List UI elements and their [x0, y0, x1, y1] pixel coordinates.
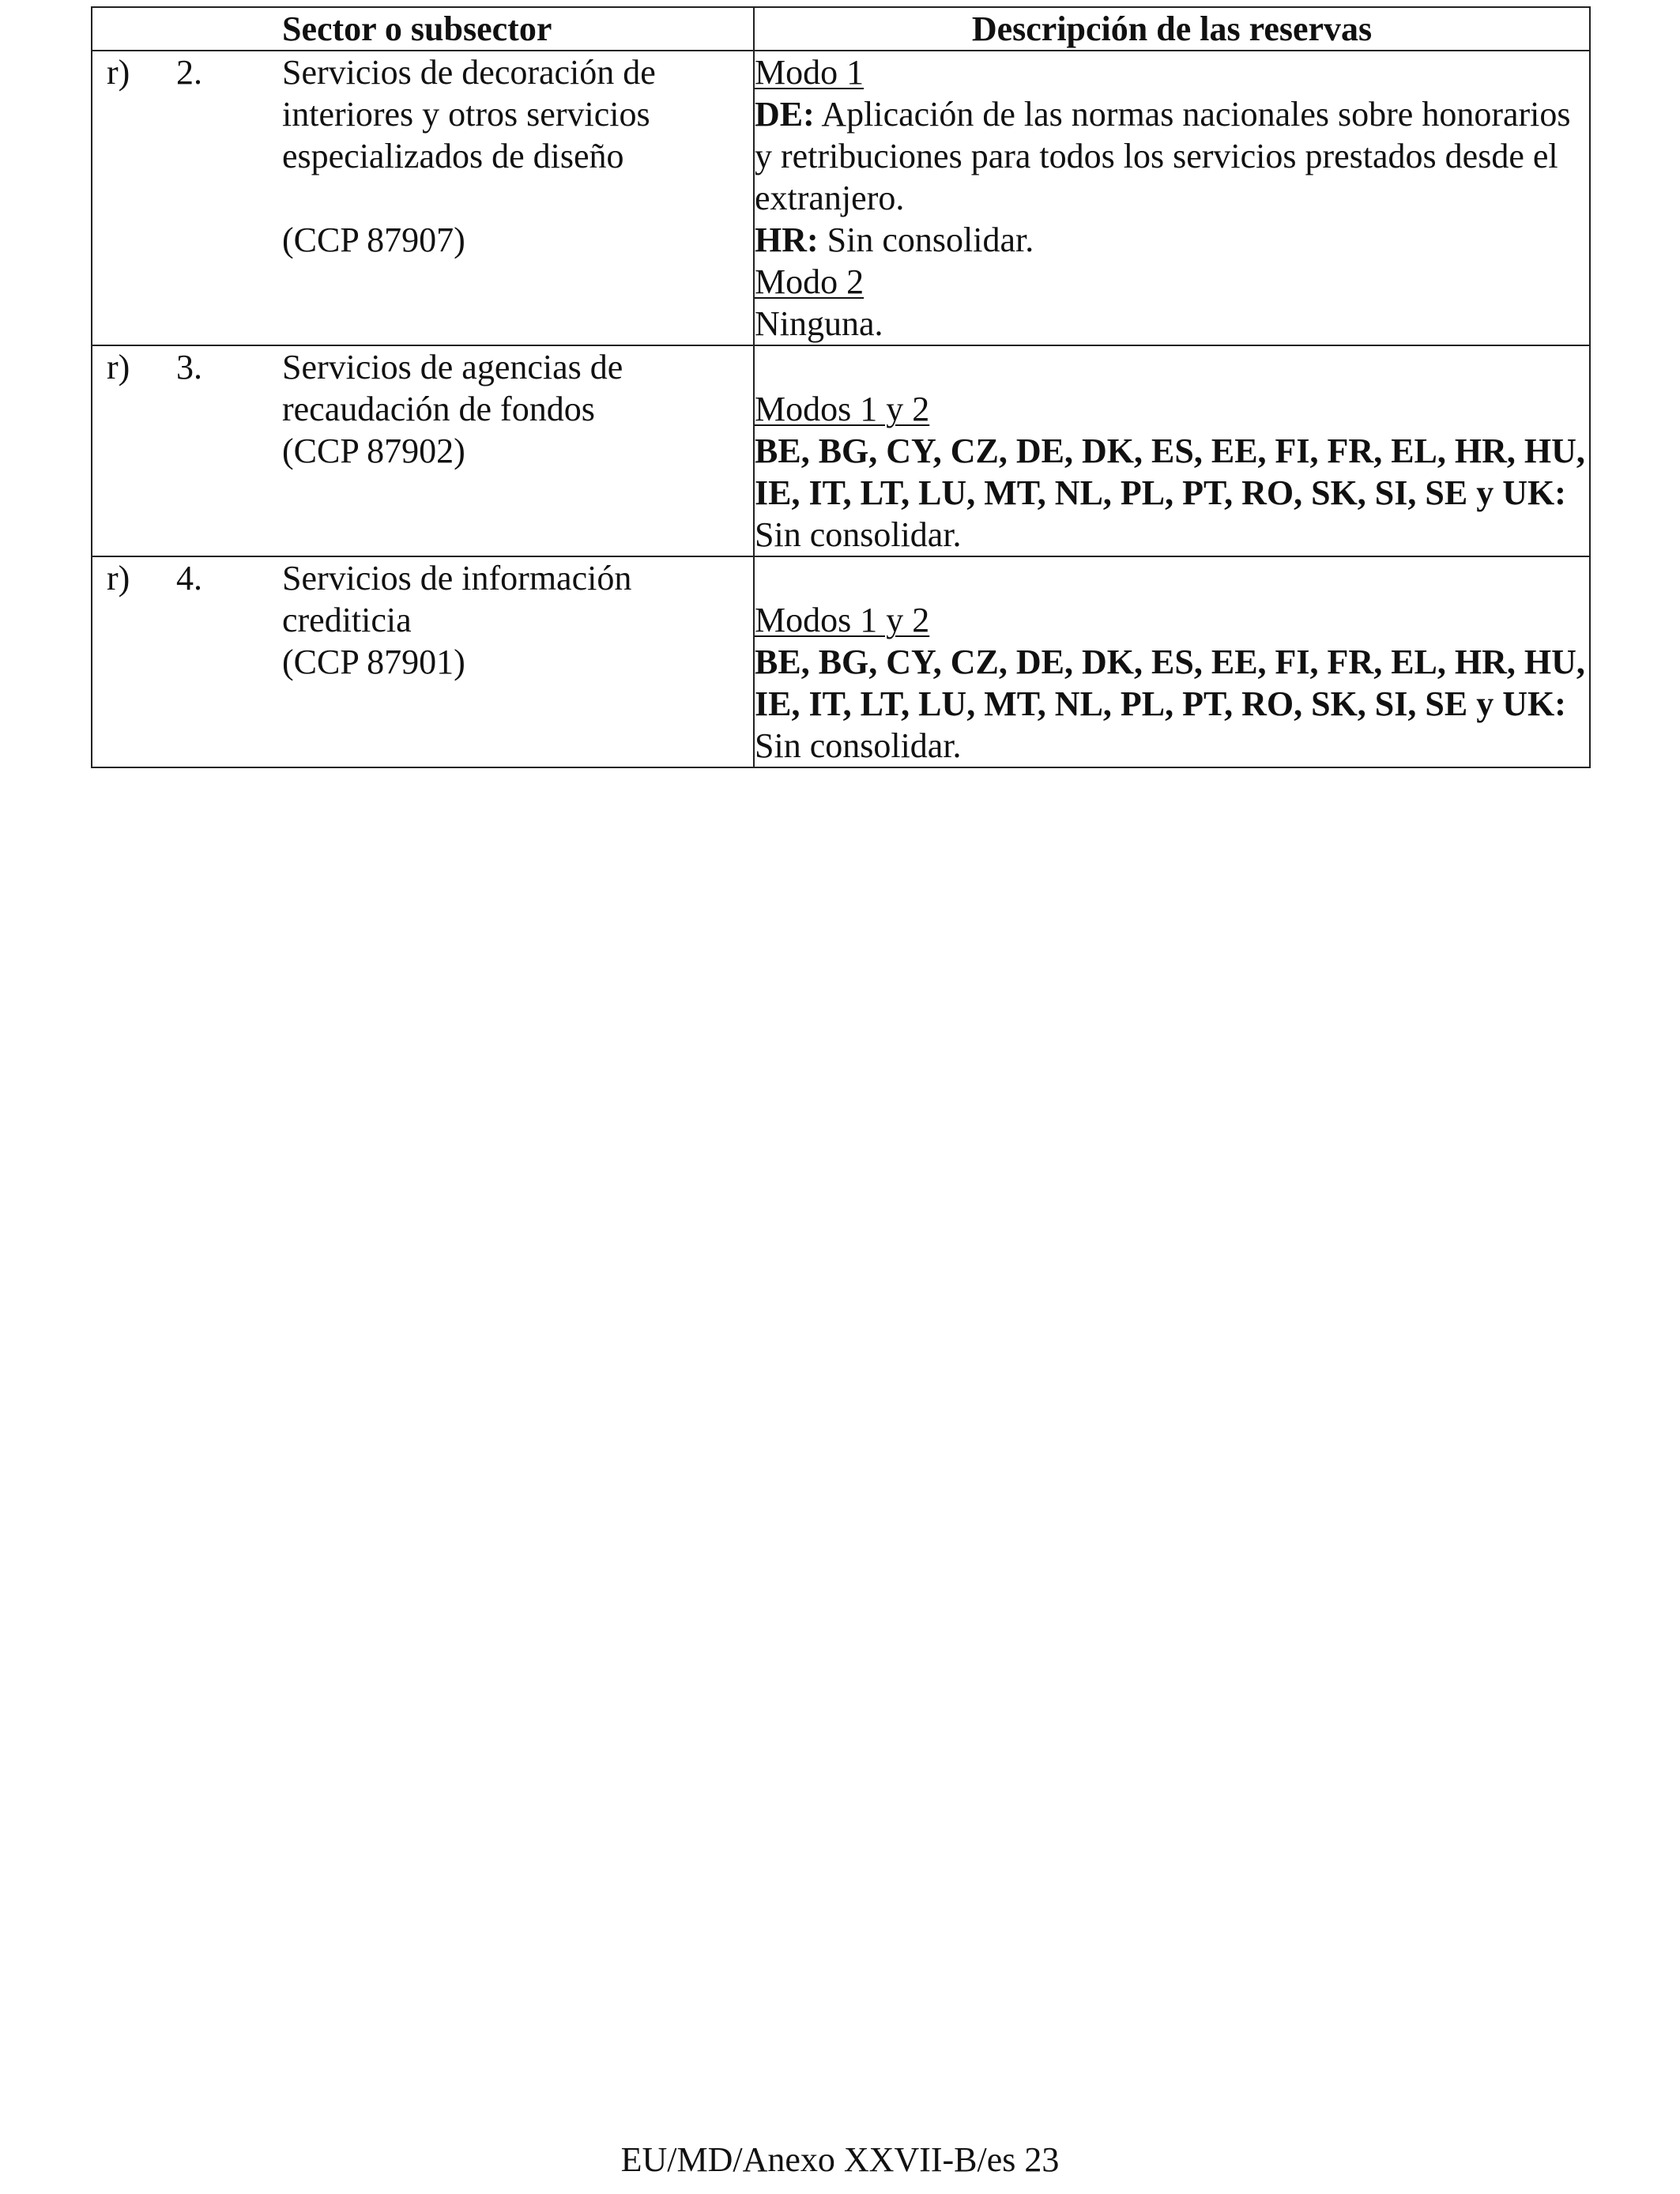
- item-number: 4.: [176, 559, 202, 598]
- table-header-row: [92, 7, 1590, 51]
- table-row: [92, 345, 1590, 556]
- reservation-countries: [755, 641, 1589, 767]
- reservation-countries: [755, 430, 1589, 556]
- description-column-header: Descripción de las reservas: [754, 7, 1590, 51]
- item-letter: r): [107, 559, 130, 598]
- sector-name: Servicios de información crediticia: [282, 559, 632, 639]
- mode-heading: Modo 1: [755, 53, 864, 92]
- item-letter: r): [107, 53, 130, 92]
- reservation-text: Sin consolidar.: [755, 515, 962, 554]
- table-row: [92, 51, 1590, 345]
- item-number: 3.: [176, 348, 202, 386]
- sector-name: Servicios de agencias de recaudación de fondos: [282, 348, 623, 428]
- country-codes: BE, BG, CY, CZ, DE, DK, ES, EE, FI, FR, EL, HR, HU, IE, IT, LT, LU, MT, NL, PL, PT, RO, SK, SI, SE y UK:: [755, 643, 1585, 723]
- page-footer: EU/MD/Anexo XXVII-B/es 23: [620, 2140, 1060, 2179]
- item-number: 2.: [176, 53, 202, 92]
- mode-heading: Modos 1 y 2: [755, 601, 930, 639]
- mode-heading: Modos 1 y 2: [755, 390, 930, 428]
- sector-cell: [92, 556, 754, 767]
- reservation-de: [755, 93, 1589, 219]
- country-code: DE:: [755, 95, 815, 134]
- sector-cell: [92, 345, 754, 556]
- description-cell: [754, 556, 1590, 767]
- country-code: HR:: [755, 221, 819, 259]
- item-letter: r): [107, 348, 130, 386]
- reservation-text: Sin consolidar.: [755, 726, 962, 765]
- sector-cell: [92, 51, 754, 345]
- item-reference: [92, 51, 282, 261]
- mode-heading: Modo 2: [755, 262, 864, 301]
- ccp-code: (CCP 87901): [282, 643, 465, 681]
- ccp-code: (CCP 87902): [282, 432, 465, 470]
- reservation-text: Aplicación de las normas nacionales sobre honorarios y retribuciones para todos los servicios prestados desde el extranjero.: [755, 95, 1571, 217]
- item-reference: [92, 346, 282, 472]
- item-reference: [92, 557, 282, 683]
- description-cell: [754, 345, 1590, 556]
- table-row: [92, 556, 1590, 767]
- reservations-table: [91, 6, 1591, 768]
- sector-column-header: Sector o subsector: [92, 7, 754, 51]
- reservation-hr: [755, 219, 1589, 261]
- reservation-text: Sin consolidar.: [827, 221, 1034, 259]
- ccp-code: (CCP 87907): [282, 221, 465, 259]
- description-cell: [754, 51, 1590, 345]
- reservation-text: Ninguna.: [755, 304, 883, 343]
- country-codes: BE, BG, CY, CZ, DE, DK, ES, EE, FI, FR, EL, HR, HU, IE, IT, LT, LU, MT, NL, PL, PT, RO, SK, SI, SE y UK:: [755, 432, 1585, 512]
- sector-name: Servicios de decoración de interiores y otros servicios especializados de diseño: [282, 53, 656, 175]
